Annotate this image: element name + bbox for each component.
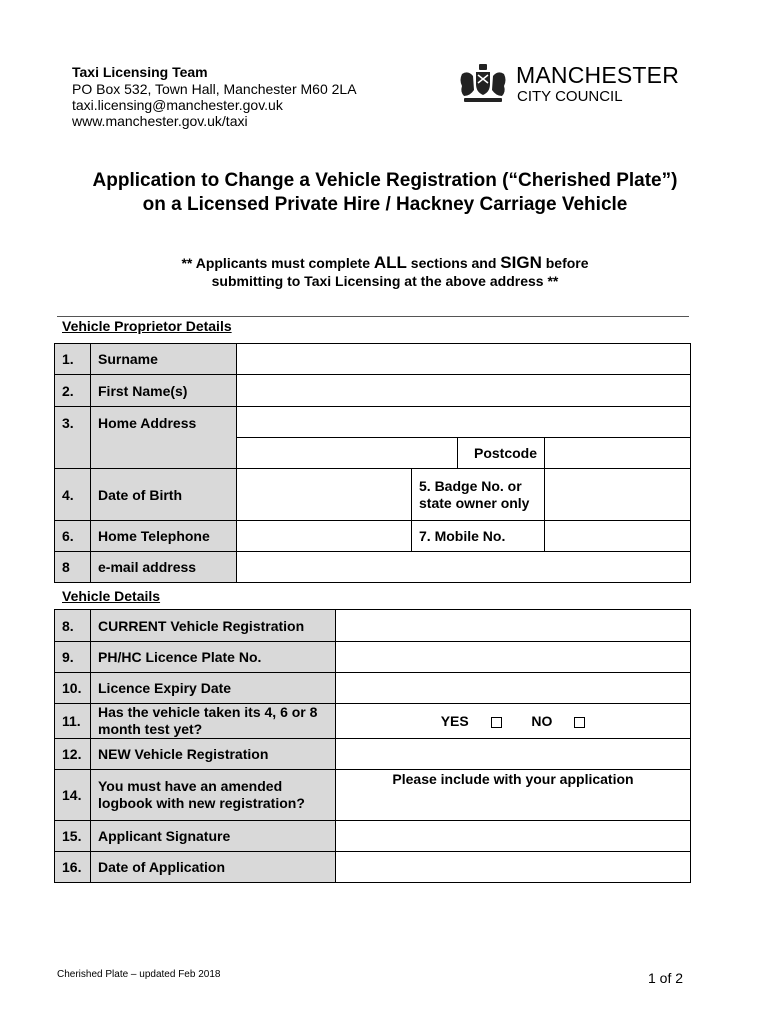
- label-signature: Applicant Signature: [91, 821, 336, 852]
- team-name: Taxi Licensing Team: [72, 64, 208, 80]
- row-new-registration: [55, 739, 691, 770]
- section-title-proprietor: Vehicle Proprietor Details: [62, 318, 232, 334]
- label-test-taken: Has the vehicle taken its 4, 6 or 8 month test yet?: [91, 704, 336, 739]
- test-taken-options: [336, 704, 691, 739]
- row-number: 3.: [55, 407, 91, 469]
- row-plate-no: [55, 642, 691, 673]
- badge-no-input[interactable]: [545, 469, 691, 521]
- section-title-vehicle: Vehicle Details: [62, 588, 161, 604]
- home-address-input-line2[interactable]: [237, 438, 458, 469]
- yes-checkbox[interactable]: [491, 717, 502, 728]
- page-title-line1: Application to Change a Vehicle Registration (“Cherished Plate”): [92, 170, 678, 191]
- page-title-line2: on a Licensed Private Hire / Hackney Carriage Vehicle: [142, 194, 628, 215]
- row-number: 15.: [55, 821, 91, 852]
- note-sign: SIGN: [500, 253, 542, 272]
- plate-no-input[interactable]: [336, 642, 691, 673]
- email-input[interactable]: [237, 552, 691, 583]
- mobile-no-input[interactable]: [545, 521, 691, 552]
- row-number: 9.: [55, 642, 91, 673]
- row-number: 1.: [55, 344, 91, 375]
- postcode-input[interactable]: [545, 438, 691, 469]
- coat-of-arms-icon: [458, 62, 508, 104]
- row-number: 12.: [55, 739, 91, 770]
- signature-input[interactable]: [336, 821, 691, 852]
- row-current-registration: [55, 610, 691, 642]
- row-date-of-application: [55, 852, 691, 883]
- label-new-registration: NEW Vehicle Registration: [91, 739, 336, 770]
- logbook-note: Please include with your application: [336, 770, 691, 821]
- first-name-input[interactable]: [237, 375, 691, 407]
- row-number: 6.: [55, 521, 91, 552]
- logo-text-city-council: CITY COUNCIL: [517, 88, 623, 105]
- label-date-of-birth: Date of Birth: [91, 469, 237, 521]
- logo-text-manchester: MANCHESTER: [516, 62, 680, 88]
- row-number: 4.: [55, 469, 91, 521]
- label-logbook: You must have an amended logbook with new registration?: [91, 770, 336, 821]
- label-postcode: Postcode: [458, 438, 545, 469]
- label-plate-no: PH/HC Licence Plate No.: [91, 642, 336, 673]
- proprietor-table: [54, 343, 691, 583]
- surname-input[interactable]: [237, 344, 691, 375]
- label-surname: Surname: [91, 344, 237, 375]
- label-badge-no: 5. Badge No. or state owner only: [412, 469, 545, 521]
- licence-expiry-input[interactable]: [336, 673, 691, 704]
- page-number: 1 of 2: [648, 970, 684, 986]
- label-licence-expiry: Licence Expiry Date: [91, 673, 336, 704]
- label-current-registration: CURRENT Vehicle Registration: [91, 610, 336, 642]
- note-all: ALL: [373, 253, 407, 272]
- label-home-telephone: Home Telephone: [91, 521, 237, 552]
- label-first-name: First Name(s): [91, 375, 237, 407]
- row-logbook: [55, 770, 691, 821]
- row-number: 16.: [55, 852, 91, 883]
- divider: [57, 316, 689, 317]
- row-home-telephone: [55, 521, 691, 552]
- label-email: e-mail address: [91, 552, 237, 583]
- row-number: 10.: [55, 673, 91, 704]
- row-home-address: [55, 407, 691, 438]
- instruction-note: [0, 253, 770, 273]
- postal-address: PO Box 532, Town Hall, Manchester M60 2LA: [72, 81, 357, 97]
- note-part1: ** Applicants must complete: [181, 255, 374, 271]
- row-date-of-birth: [55, 469, 691, 521]
- label-mobile-no: 7. Mobile No.: [412, 521, 545, 552]
- note-part2: sections and: [406, 255, 501, 271]
- row-number: 2.: [55, 375, 91, 407]
- row-number: 11.: [55, 704, 91, 739]
- footer-version: Cherished Plate – updated Feb 2018: [57, 969, 221, 980]
- email-link[interactable]: taxi.licensing@manchester.gov.uk: [72, 97, 283, 113]
- row-first-name: [55, 375, 691, 407]
- row-number: 8: [55, 552, 91, 583]
- note-part3: before: [541, 255, 589, 271]
- date-of-birth-input[interactable]: [237, 469, 412, 521]
- instruction-note-line2: submitting to Taxi Licensing at the above address **: [211, 273, 559, 289]
- row-number: 14.: [55, 770, 91, 821]
- current-registration-input[interactable]: [336, 610, 691, 642]
- row-number: 8.: [55, 610, 91, 642]
- home-address-input[interactable]: [237, 407, 691, 438]
- website-link[interactable]: www.manchester.gov.uk/taxi: [72, 113, 248, 129]
- row-licence-expiry: [55, 673, 691, 704]
- label-home-address: Home Address: [91, 407, 237, 469]
- no-label: NO: [531, 713, 553, 729]
- home-telephone-input[interactable]: [237, 521, 412, 552]
- row-test-taken: [55, 704, 691, 739]
- vehicle-table: [54, 609, 691, 883]
- new-registration-input[interactable]: [336, 739, 691, 770]
- date-of-application-input[interactable]: [336, 852, 691, 883]
- row-surname: [55, 344, 691, 375]
- label-date-of-application: Date of Application: [91, 852, 336, 883]
- row-email: [55, 552, 691, 583]
- no-checkbox[interactable]: [574, 717, 585, 728]
- yes-label: YES: [440, 713, 469, 729]
- row-signature: [55, 821, 691, 852]
